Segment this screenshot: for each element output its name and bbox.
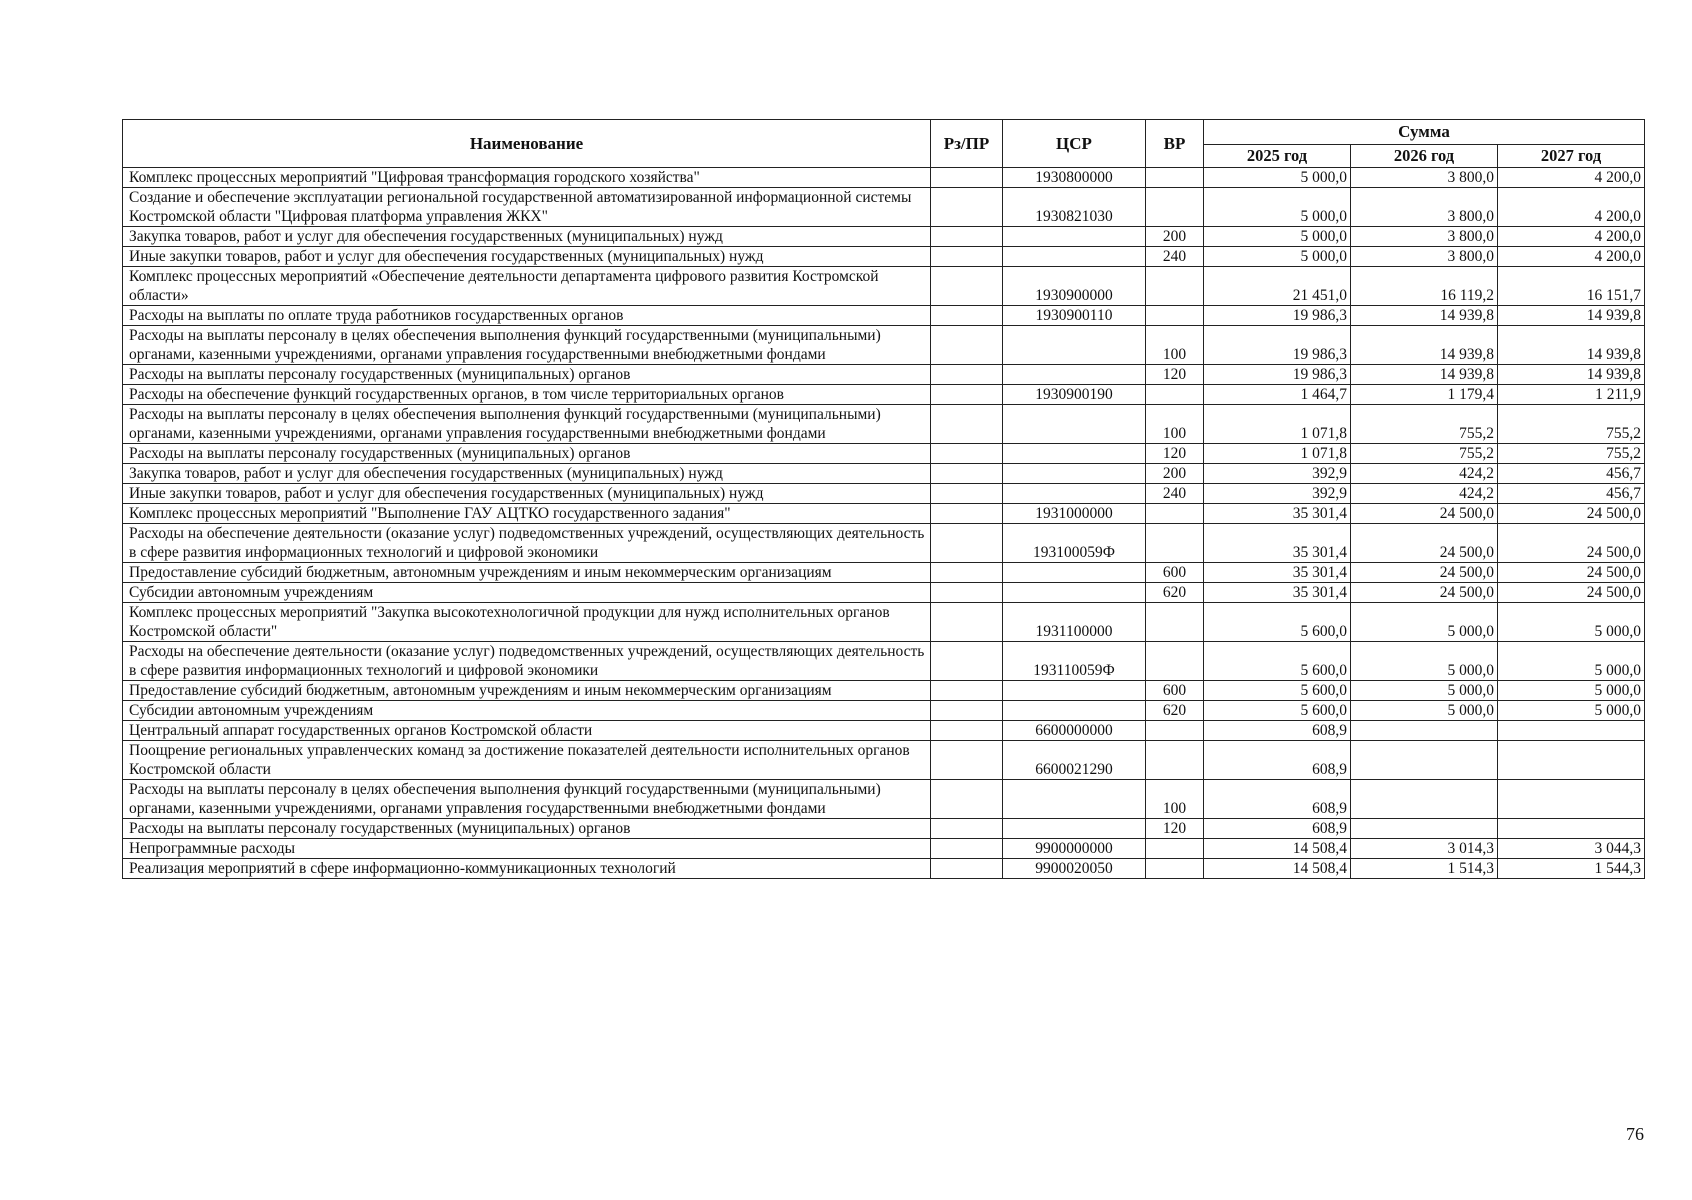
cell-name: Комплекс процессных мероприятий "Цифровая трансформация городского хозяйства"	[123, 168, 931, 188]
cell-rz-pr	[931, 642, 1003, 681]
cell-rz-pr	[931, 484, 1003, 504]
cell-name: Иные закупки товаров, работ и услуг для обеспечения государственных (муниципальных) нужд	[123, 247, 931, 267]
cell-name: Расходы на выплаты персоналу государственных (муниципальных) органов	[123, 819, 931, 839]
cell-sum-2026: 3 014,3	[1351, 839, 1498, 859]
table-row	[123, 701, 1645, 721]
cell-vr: 240	[1146, 247, 1204, 267]
cell-sum-2026: 424,2	[1351, 464, 1498, 484]
cell-rz-pr	[931, 741, 1003, 780]
cell-sum-2027: 755,2	[1498, 444, 1645, 464]
cell-sum-2025: 35 301,4	[1204, 583, 1351, 603]
cell-csr	[1003, 405, 1146, 444]
cell-name: Реализация мероприятий в сфере информационно-коммуникационных технологий	[123, 859, 931, 879]
cell-rz-pr	[931, 227, 1003, 247]
cell-sum-2025: 5 000,0	[1204, 247, 1351, 267]
cell-csr: 193110059Ф	[1003, 642, 1146, 681]
cell-sum-2026: 24 500,0	[1351, 563, 1498, 583]
cell-sum-2026	[1351, 741, 1498, 780]
table-row	[123, 780, 1645, 819]
cell-sum-2026	[1351, 721, 1498, 741]
cell-csr	[1003, 583, 1146, 603]
cell-rz-pr	[931, 168, 1003, 188]
cell-rz-pr	[931, 504, 1003, 524]
cell-csr: 9900020050	[1003, 859, 1146, 879]
cell-name: Расходы на выплаты персоналу в целях обеспечения выполнения функций государственными (муниципальными) органами, казенными учреждениями, органами управления государственными внебюджетными фондами	[123, 780, 931, 819]
cell-name: Субсидии автономным учреждениям	[123, 583, 931, 603]
cell-sum-2027: 5 000,0	[1498, 642, 1645, 681]
cell-sum-2026: 5 000,0	[1351, 642, 1498, 681]
cell-rz-pr	[931, 464, 1003, 484]
cell-sum-2027: 5 000,0	[1498, 603, 1645, 642]
cell-csr: 1930900110	[1003, 306, 1146, 326]
table-row	[123, 563, 1645, 583]
cell-vr	[1146, 859, 1204, 879]
cell-sum-2026: 3 800,0	[1351, 247, 1498, 267]
cell-sum-2025: 14 508,4	[1204, 839, 1351, 859]
header-rz-pr: Рз/ПР	[931, 120, 1003, 168]
cell-name: Непрограммные расходы	[123, 839, 931, 859]
cell-vr: 100	[1146, 405, 1204, 444]
cell-name: Комплекс процессных мероприятий «Обеспечение деятельности департамента цифрового развития Костромской области»	[123, 267, 931, 306]
cell-sum-2027: 4 200,0	[1498, 188, 1645, 227]
table-row	[123, 168, 1645, 188]
cell-sum-2027: 456,7	[1498, 484, 1645, 504]
header-year-2026: 2026 год	[1351, 145, 1498, 168]
cell-rz-pr	[931, 681, 1003, 701]
table-row	[123, 524, 1645, 563]
cell-sum-2026: 5 000,0	[1351, 603, 1498, 642]
cell-vr: 100	[1146, 326, 1204, 365]
header-csr: ЦСР	[1003, 120, 1146, 168]
cell-rz-pr	[931, 819, 1003, 839]
cell-vr	[1146, 504, 1204, 524]
cell-csr	[1003, 227, 1146, 247]
cell-sum-2025: 1 464,7	[1204, 385, 1351, 405]
cell-sum-2026: 14 939,8	[1351, 326, 1498, 365]
cell-name: Расходы на обеспечение деятельности (оказание услуг) подведомственных учреждений, осуществляющих деятельность в сфере развития информационных технологий и цифровой экономики	[123, 524, 931, 563]
cell-sum-2026: 424,2	[1351, 484, 1498, 504]
cell-name: Центральный аппарат государственных органов Костромской области	[123, 721, 931, 741]
cell-rz-pr	[931, 326, 1003, 365]
cell-sum-2026: 24 500,0	[1351, 504, 1498, 524]
cell-csr: 1931000000	[1003, 504, 1146, 524]
cell-csr: 1931100000	[1003, 603, 1146, 642]
table-row	[123, 642, 1645, 681]
cell-vr	[1146, 603, 1204, 642]
cell-csr	[1003, 444, 1146, 464]
cell-sum-2026	[1351, 780, 1498, 819]
cell-sum-2026: 24 500,0	[1351, 583, 1498, 603]
table-row	[123, 385, 1645, 405]
cell-vr: 100	[1146, 780, 1204, 819]
table-row	[123, 484, 1645, 504]
cell-sum-2027: 24 500,0	[1498, 524, 1645, 563]
cell-name: Комплекс процессных мероприятий "Выполнение ГАУ АЦТКО государственного задания"	[123, 504, 931, 524]
cell-sum-2026: 3 800,0	[1351, 227, 1498, 247]
cell-name: Расходы на выплаты персоналу в целях обеспечения выполнения функций государственными (муниципальными) органами, казенными учреждениями, органами управления государственными внебюджетными фондами	[123, 405, 931, 444]
cell-name: Поощрение региональных управленческих команд за достижение показателей деятельности исполнительных органов Костромской области	[123, 741, 931, 780]
table-row	[123, 839, 1645, 859]
cell-name: Расходы на выплаты персоналу государственных (муниципальных) органов	[123, 444, 931, 464]
cell-sum-2025: 1 071,8	[1204, 405, 1351, 444]
cell-vr	[1146, 385, 1204, 405]
cell-name: Расходы на выплаты персоналу в целях обеспечения выполнения функций государственными (муниципальными) органами, казенными учреждениями, органами управления государственными внебюджетными фондами	[123, 326, 931, 365]
cell-sum-2025: 14 508,4	[1204, 859, 1351, 879]
cell-name: Расходы на выплаты по оплате труда работников государственных органов	[123, 306, 931, 326]
cell-sum-2025: 35 301,4	[1204, 563, 1351, 583]
table-row	[123, 444, 1645, 464]
cell-sum-2026	[1351, 819, 1498, 839]
cell-sum-2025: 5 000,0	[1204, 188, 1351, 227]
cell-vr	[1146, 642, 1204, 681]
cell-rz-pr	[931, 444, 1003, 464]
cell-rz-pr	[931, 859, 1003, 879]
cell-vr	[1146, 306, 1204, 326]
cell-sum-2027: 5 000,0	[1498, 681, 1645, 701]
table-row	[123, 681, 1645, 701]
cell-sum-2026: 1 179,4	[1351, 385, 1498, 405]
cell-sum-2027	[1498, 780, 1645, 819]
header-sum: Сумма	[1204, 120, 1645, 145]
header-year-2027: 2027 год	[1498, 145, 1645, 168]
cell-sum-2027: 16 151,7	[1498, 267, 1645, 306]
cell-sum-2026: 1 514,3	[1351, 859, 1498, 879]
cell-sum-2027: 14 939,8	[1498, 365, 1645, 385]
cell-sum-2025: 21 451,0	[1204, 267, 1351, 306]
cell-csr	[1003, 563, 1146, 583]
cell-vr: 620	[1146, 701, 1204, 721]
cell-rz-pr	[931, 405, 1003, 444]
cell-sum-2025: 608,9	[1204, 741, 1351, 780]
cell-vr	[1146, 188, 1204, 227]
cell-csr: 1930800000	[1003, 168, 1146, 188]
table-row	[123, 227, 1645, 247]
cell-sum-2027: 24 500,0	[1498, 563, 1645, 583]
header-year-2025: 2025 год	[1204, 145, 1351, 168]
table-row	[123, 603, 1645, 642]
cell-vr	[1146, 267, 1204, 306]
header-name: Наименование	[123, 120, 931, 168]
table-row	[123, 405, 1645, 444]
cell-vr: 120	[1146, 365, 1204, 385]
cell-sum-2025: 608,9	[1204, 721, 1351, 741]
cell-csr	[1003, 819, 1146, 839]
cell-csr: 9900000000	[1003, 839, 1146, 859]
table-row	[123, 819, 1645, 839]
cell-sum-2027: 1 544,3	[1498, 859, 1645, 879]
cell-sum-2026: 3 800,0	[1351, 188, 1498, 227]
cell-rz-pr	[931, 267, 1003, 306]
cell-name: Предоставление субсидий бюджетным, автономным учреждениям и иным некоммерческим организациям	[123, 563, 931, 583]
cell-rz-pr	[931, 365, 1003, 385]
cell-csr	[1003, 247, 1146, 267]
cell-sum-2025: 5 600,0	[1204, 603, 1351, 642]
table-row	[123, 721, 1645, 741]
cell-sum-2027: 14 939,8	[1498, 306, 1645, 326]
cell-rz-pr	[931, 701, 1003, 721]
cell-sum-2025: 1 071,8	[1204, 444, 1351, 464]
cell-sum-2025: 608,9	[1204, 780, 1351, 819]
cell-vr: 200	[1146, 464, 1204, 484]
table-row	[123, 326, 1645, 365]
cell-rz-pr	[931, 780, 1003, 819]
cell-csr	[1003, 464, 1146, 484]
cell-csr	[1003, 365, 1146, 385]
header-vr: ВР	[1146, 120, 1204, 168]
cell-sum-2027: 755,2	[1498, 405, 1645, 444]
cell-vr	[1146, 839, 1204, 859]
cell-vr	[1146, 524, 1204, 563]
cell-vr: 200	[1146, 227, 1204, 247]
cell-sum-2025: 19 986,3	[1204, 306, 1351, 326]
cell-name: Создание и обеспечение эксплуатации региональной государственной автоматизированной информационной системы Костромской области "Цифровая платформа управления ЖКХ"	[123, 188, 931, 227]
cell-sum-2025: 392,9	[1204, 484, 1351, 504]
cell-sum-2026: 16 119,2	[1351, 267, 1498, 306]
cell-csr	[1003, 326, 1146, 365]
cell-sum-2027: 1 211,9	[1498, 385, 1645, 405]
cell-csr: 1930821030	[1003, 188, 1146, 227]
table-row	[123, 504, 1645, 524]
cell-csr: 193100059Ф	[1003, 524, 1146, 563]
cell-sum-2027	[1498, 741, 1645, 780]
cell-sum-2026: 5 000,0	[1351, 681, 1498, 701]
cell-sum-2026: 14 939,8	[1351, 306, 1498, 326]
table-row	[123, 188, 1645, 227]
cell-sum-2027: 4 200,0	[1498, 168, 1645, 188]
cell-sum-2025: 392,9	[1204, 464, 1351, 484]
cell-sum-2027: 3 044,3	[1498, 839, 1645, 859]
table-row	[123, 365, 1645, 385]
table-row	[123, 247, 1645, 267]
cell-rz-pr	[931, 524, 1003, 563]
cell-csr: 1930900000	[1003, 267, 1146, 306]
cell-sum-2025: 35 301,4	[1204, 524, 1351, 563]
page-number: 76	[1626, 1124, 1644, 1144]
cell-sum-2027: 4 200,0	[1498, 227, 1645, 247]
cell-rz-pr	[931, 563, 1003, 583]
cell-sum-2027: 24 500,0	[1498, 504, 1645, 524]
table-row	[123, 583, 1645, 603]
cell-sum-2025: 5 000,0	[1204, 168, 1351, 188]
cell-sum-2026: 755,2	[1351, 405, 1498, 444]
table-row	[123, 741, 1645, 780]
cell-rz-pr	[931, 247, 1003, 267]
cell-name: Предоставление субсидий бюджетным, автономным учреждениям и иным некоммерческим организациям	[123, 681, 931, 701]
cell-vr: 120	[1146, 819, 1204, 839]
cell-sum-2025: 5 600,0	[1204, 681, 1351, 701]
cell-rz-pr	[931, 603, 1003, 642]
cell-sum-2026: 24 500,0	[1351, 524, 1498, 563]
cell-rz-pr	[931, 385, 1003, 405]
cell-sum-2025: 5 000,0	[1204, 227, 1351, 247]
cell-sum-2025: 35 301,4	[1204, 504, 1351, 524]
cell-vr	[1146, 168, 1204, 188]
cell-sum-2026: 5 000,0	[1351, 701, 1498, 721]
cell-rz-pr	[931, 839, 1003, 859]
table-header	[123, 120, 1645, 168]
table-row	[123, 859, 1645, 879]
budget-table	[122, 119, 1645, 879]
cell-name: Расходы на обеспечение функций государственных органов, в том числе территориальных органов	[123, 385, 931, 405]
cell-csr: 6600021290	[1003, 741, 1146, 780]
cell-sum-2027: 14 939,8	[1498, 326, 1645, 365]
cell-csr: 6600000000	[1003, 721, 1146, 741]
cell-sum-2026: 3 800,0	[1351, 168, 1498, 188]
table-row	[123, 306, 1645, 326]
table-body	[123, 168, 1645, 879]
cell-sum-2025: 5 600,0	[1204, 701, 1351, 721]
cell-sum-2027	[1498, 819, 1645, 839]
cell-csr	[1003, 484, 1146, 504]
cell-sum-2027: 4 200,0	[1498, 247, 1645, 267]
table-row	[123, 267, 1645, 306]
cell-sum-2025: 608,9	[1204, 819, 1351, 839]
cell-vr: 620	[1146, 583, 1204, 603]
cell-vr: 600	[1146, 681, 1204, 701]
cell-csr	[1003, 681, 1146, 701]
cell-name: Закупка товаров, работ и услуг для обеспечения государственных (муниципальных) нужд	[123, 464, 931, 484]
cell-name: Расходы на выплаты персоналу государственных (муниципальных) органов	[123, 365, 931, 385]
cell-name: Закупка товаров, работ и услуг для обеспечения государственных (муниципальных) нужд	[123, 227, 931, 247]
cell-vr	[1146, 741, 1204, 780]
cell-rz-pr	[931, 721, 1003, 741]
cell-csr	[1003, 780, 1146, 819]
cell-name: Комплекс процессных мероприятий "Закупка высокотехнологичной продукции для нужд исполнительных органов Костромской области"	[123, 603, 931, 642]
cell-sum-2026: 14 939,8	[1351, 365, 1498, 385]
cell-sum-2025: 5 600,0	[1204, 642, 1351, 681]
cell-sum-2027: 24 500,0	[1498, 583, 1645, 603]
cell-vr: 600	[1146, 563, 1204, 583]
cell-vr	[1146, 721, 1204, 741]
cell-name: Субсидии автономным учреждениям	[123, 701, 931, 721]
cell-vr: 120	[1146, 444, 1204, 464]
table-row	[123, 464, 1645, 484]
cell-csr	[1003, 701, 1146, 721]
cell-rz-pr	[931, 306, 1003, 326]
cell-sum-2025: 19 986,3	[1204, 326, 1351, 365]
cell-vr: 240	[1146, 484, 1204, 504]
cell-sum-2027: 5 000,0	[1498, 701, 1645, 721]
cell-csr: 1930900190	[1003, 385, 1146, 405]
cell-sum-2026: 755,2	[1351, 444, 1498, 464]
cell-name: Расходы на обеспечение деятельности (оказание услуг) подведомственных учреждений, осуществляющих деятельность в сфере развития информационных технологий и цифровой экономики	[123, 642, 931, 681]
cell-rz-pr	[931, 583, 1003, 603]
cell-sum-2025: 19 986,3	[1204, 365, 1351, 385]
cell-sum-2027	[1498, 721, 1645, 741]
cell-name: Иные закупки товаров, работ и услуг для обеспечения государственных (муниципальных) нужд	[123, 484, 931, 504]
cell-sum-2027: 456,7	[1498, 464, 1645, 484]
cell-rz-pr	[931, 188, 1003, 227]
